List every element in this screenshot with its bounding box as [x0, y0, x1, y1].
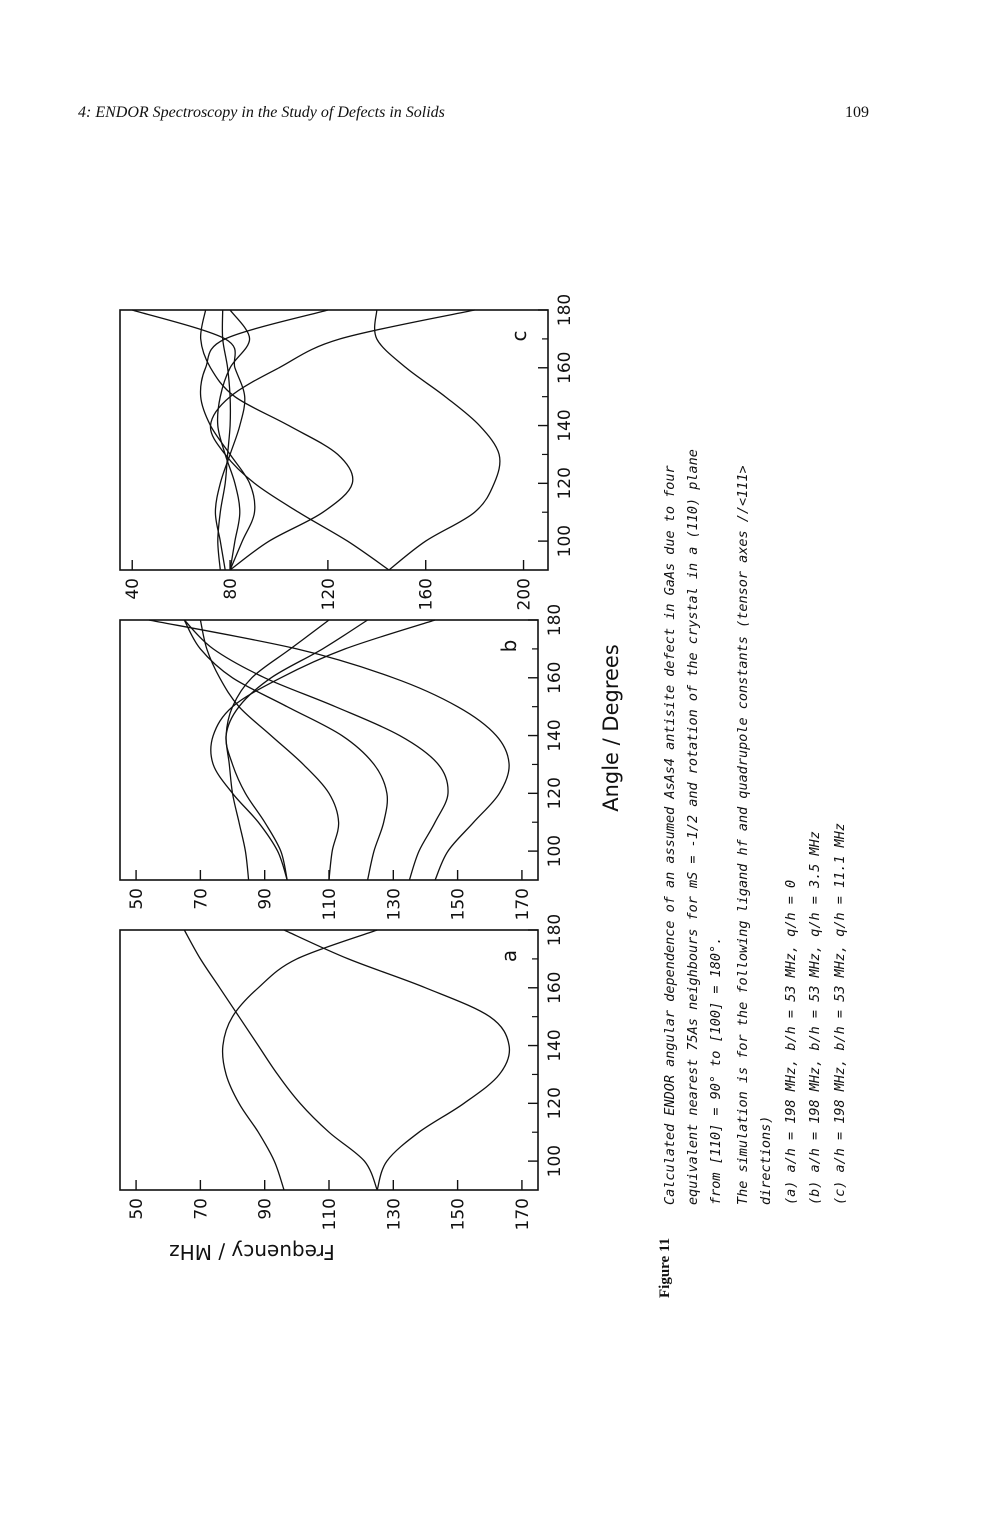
caption-line: (a) a/h = 198 MHz, b/h = 53 MHz, q/h = 0	[783, 879, 799, 1205]
series-line-b5	[211, 620, 435, 880]
y-tick-label: 50	[127, 888, 148, 910]
caption-line: (c) a/h = 198 MHz, b/h = 53 MHz, q/h = 11.1 MHz	[832, 822, 848, 1205]
x-tick-label: 120	[545, 777, 565, 810]
x-tick-label: 100	[555, 524, 575, 558]
series-line-b4	[200, 620, 338, 880]
y-tick-label: 120	[318, 578, 339, 611]
y-tick-label: 110	[320, 1198, 340, 1231]
y-tick-label: 80	[221, 578, 242, 600]
y-tick-label: 150	[448, 888, 469, 921]
series-line-b2	[184, 620, 448, 880]
y-tick-label: 70	[191, 1198, 212, 1220]
page-number: 109	[845, 104, 869, 121]
y-tick-label: 50	[127, 1198, 148, 1220]
caption-line: The simulation is for the following ligand hf and quadrupole constants (tensor axes //<111>	[735, 465, 751, 1205]
panel-frame	[120, 310, 548, 570]
x-tick-label: 100	[545, 1144, 565, 1178]
panel-label: c	[507, 330, 531, 342]
y-tick-label: 90	[255, 1198, 276, 1220]
series-line-c2	[210, 310, 474, 570]
y-tick-label: 70	[191, 888, 212, 910]
y-tick-label: 130	[384, 888, 405, 921]
y-tick-label: 130	[384, 1198, 405, 1231]
x-tick-label: 140	[555, 409, 575, 442]
caption-title: Figure 11	[657, 1237, 673, 1298]
y-tick-label: 160	[416, 578, 437, 611]
panel-c	[120, 294, 575, 611]
caption-line: equivalent nearest 75As neighbours for mS = -1/2 and rotation of the crystal in a (110) plane	[685, 449, 701, 1205]
x-tick-label: 140	[545, 719, 565, 752]
y-tick-label: 200	[514, 578, 535, 611]
x-tick-label: 180	[545, 603, 565, 637]
x-tick-label: 180	[545, 913, 565, 947]
caption-line: directions)	[758, 1115, 774, 1205]
x-tick-label: 160	[545, 661, 565, 695]
series-line-b7	[226, 620, 329, 880]
series-line-c1	[375, 310, 500, 570]
x-tick-label: 160	[555, 351, 575, 385]
running-header: 4: ENDOR Spectroscopy in the Study of Defects in Solids	[78, 104, 445, 121]
x-axis-label: Angle / Degrees	[599, 644, 623, 812]
y-tick-label: 40	[123, 578, 144, 600]
series-line-c5	[218, 310, 250, 570]
series-line-b6	[226, 620, 368, 880]
y-tick-label: 170	[512, 888, 533, 921]
x-tick-label: 160	[545, 971, 565, 1005]
caption-line: from [110] = 90° to [100] = 180°.	[708, 936, 724, 1205]
caption-line: Calculated ENDOR angular dependence of an assumed AsAs4 antisite defect in GaAs due to four	[662, 465, 678, 1205]
panel-frame	[120, 620, 538, 880]
panel-b	[120, 604, 565, 921]
x-tick-label: 180	[555, 293, 575, 327]
panel-frame	[120, 930, 538, 1190]
y-tick-label: 90	[255, 888, 276, 910]
panel-label: b	[497, 639, 521, 653]
x-tick-label: 100	[545, 834, 565, 868]
caption-line: (b) a/h = 198 MHz, b/h = 53 MHz, q/h = 3.5 MHz	[807, 831, 823, 1205]
y-tick-label: 170	[512, 1198, 533, 1231]
x-tick-label: 120	[555, 467, 575, 500]
series-line-c6	[132, 310, 245, 570]
x-tick-label: 140	[545, 1029, 565, 1062]
y-axis-label: Frequency / MHz	[169, 1240, 335, 1264]
series-line-a1	[284, 930, 509, 1190]
panel-a	[120, 914, 565, 1231]
y-tick-label: 150	[448, 1198, 469, 1231]
panel-label: a	[497, 949, 521, 963]
series-line-c4	[201, 310, 328, 570]
series-line-b3	[184, 620, 387, 880]
series-line-b1	[149, 620, 509, 880]
y-tick-label: 110	[320, 888, 340, 921]
x-tick-label: 120	[545, 1087, 565, 1120]
